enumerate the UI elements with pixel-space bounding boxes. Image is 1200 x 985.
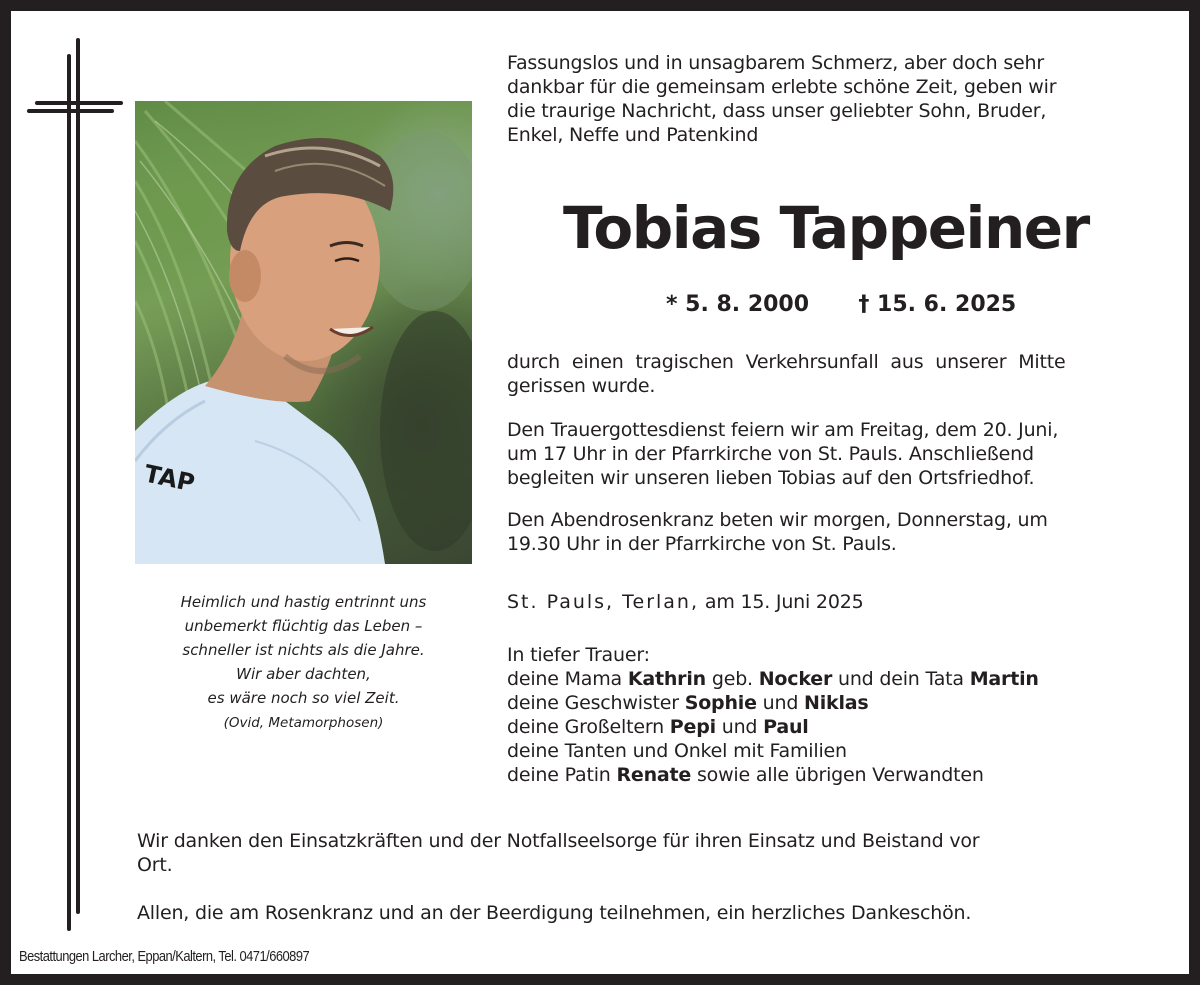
thanks-line: Wir danken den Einsatzkräften und der Notfallseelsorge für ihren Einsatz und Beistand vor <box>137 830 980 852</box>
mourner-text: und dein Tata <box>832 668 970 690</box>
quote-line: unbemerkt flüchtig das Leben – <box>184 617 423 635</box>
mourner-name: Paul <box>763 716 809 738</box>
intro-line: Fassungslos und in unsagbarem Schmerz, aber doch sehr <box>507 52 1044 74</box>
mourner-text: deine Mama <box>507 668 628 690</box>
mourner-text: und <box>756 692 805 714</box>
deceased-name: Tobias Tappeiner <box>563 194 1089 262</box>
intro-line: die traurige Nachricht, dass unser geliebter Sohn, Bruder, <box>507 100 1047 122</box>
intro-line: Enkel, Neffe und Patenkind <box>507 124 759 146</box>
mourner-line <box>507 739 1039 763</box>
quote-block <box>135 590 472 736</box>
funeral-home-credit: Bestattungen Larcher, Eppan/Kaltern, Tel. 0471/660897 <box>19 948 310 965</box>
thanks-final: Allen, die am Rosenkranz und an der Beerdigung teilnehmen, ein herzliches Dankeschön. <box>137 902 972 924</box>
funeral-line: Den Trauergottesdienst feiern wir am Freitag, dem 20. Juni, <box>507 419 1059 441</box>
mourner-name: Martin <box>969 668 1039 690</box>
rosary-line: 19.30 Uhr in der Pfarrkirche von St. Pauls. <box>507 533 897 555</box>
mourner-text: sowie alle übrigen Verwandten <box>691 764 984 786</box>
mourner-name: Sophie <box>684 692 757 714</box>
cause-line: gerissen wurde. <box>507 375 656 397</box>
mourner-name: Pepi <box>669 716 716 738</box>
cause-line: durch einen tragischen Verkehrsunfall aus unserer Mitte <box>507 351 1066 373</box>
mourner-text: geb. <box>706 668 759 690</box>
thanks-line: Ort. <box>137 854 173 876</box>
date: am 15. Juni 2025 <box>704 591 864 613</box>
mourning-heading: In tiefer Trauer: <box>507 644 650 666</box>
intro-line: dankbar für die gemeinsam erlebte schöne Zeit, geben wir <box>507 76 1057 98</box>
death-date: † 15. 6. 2025 <box>858 292 1017 317</box>
mourner-line <box>507 667 1039 691</box>
mourner-text: deine Patin <box>507 764 617 786</box>
place-date <box>507 590 863 614</box>
mourner-text: und <box>715 716 764 738</box>
portrait-photo <box>135 101 472 564</box>
mourner-name: Nocker <box>758 668 833 690</box>
rosary-line: Den Abendrosenkranz beten wir morgen, Donnerstag, um <box>507 509 1048 531</box>
mourners-list <box>507 643 1039 787</box>
quote-citation: (Ovid, Metamorphosen) <box>223 715 384 731</box>
funeral-line: begleiten wir unseren lieben Tobias auf den Ortsfriedhof. <box>507 467 1035 489</box>
obituary-card <box>11 11 1189 974</box>
svg-text:TAP: TAP <box>141 459 198 498</box>
mourner-text: deine Geschwister <box>507 692 685 714</box>
cause-paragraph <box>507 350 1159 398</box>
place: St. Pauls, Terlan, <box>507 591 700 613</box>
funeral-paragraph <box>507 418 1159 490</box>
mourner-line <box>507 763 1039 787</box>
quote-line: schneller ist nichts als die Jahre. <box>182 641 425 659</box>
mourner-text: deine Tanten und Onkel mit Familien <box>507 740 847 762</box>
mourner-text: deine Großeltern <box>507 716 670 738</box>
mourner-line <box>507 691 1039 715</box>
thanks-paragraph <box>137 829 1177 877</box>
funeral-line: um 17 Uhr in der Pfarrkirche von St. Pauls. Anschließend <box>507 443 1034 465</box>
quote-line: Heimlich und hastig entrinnt uns <box>180 593 427 611</box>
mourner-name: Kathrin <box>627 668 706 690</box>
birth-date: * 5. 8. 2000 <box>666 292 810 317</box>
quote-line: Wir aber dachten, <box>236 665 371 683</box>
mourner-line <box>507 715 1039 739</box>
mourner-name: Renate <box>616 764 692 786</box>
intro-paragraph <box>507 51 1159 147</box>
mourner-name: Niklas <box>804 692 869 714</box>
quote-line: es wäre noch so viel Zeit. <box>207 689 400 707</box>
life-dates <box>666 291 1016 319</box>
rosary-paragraph <box>507 508 1159 556</box>
